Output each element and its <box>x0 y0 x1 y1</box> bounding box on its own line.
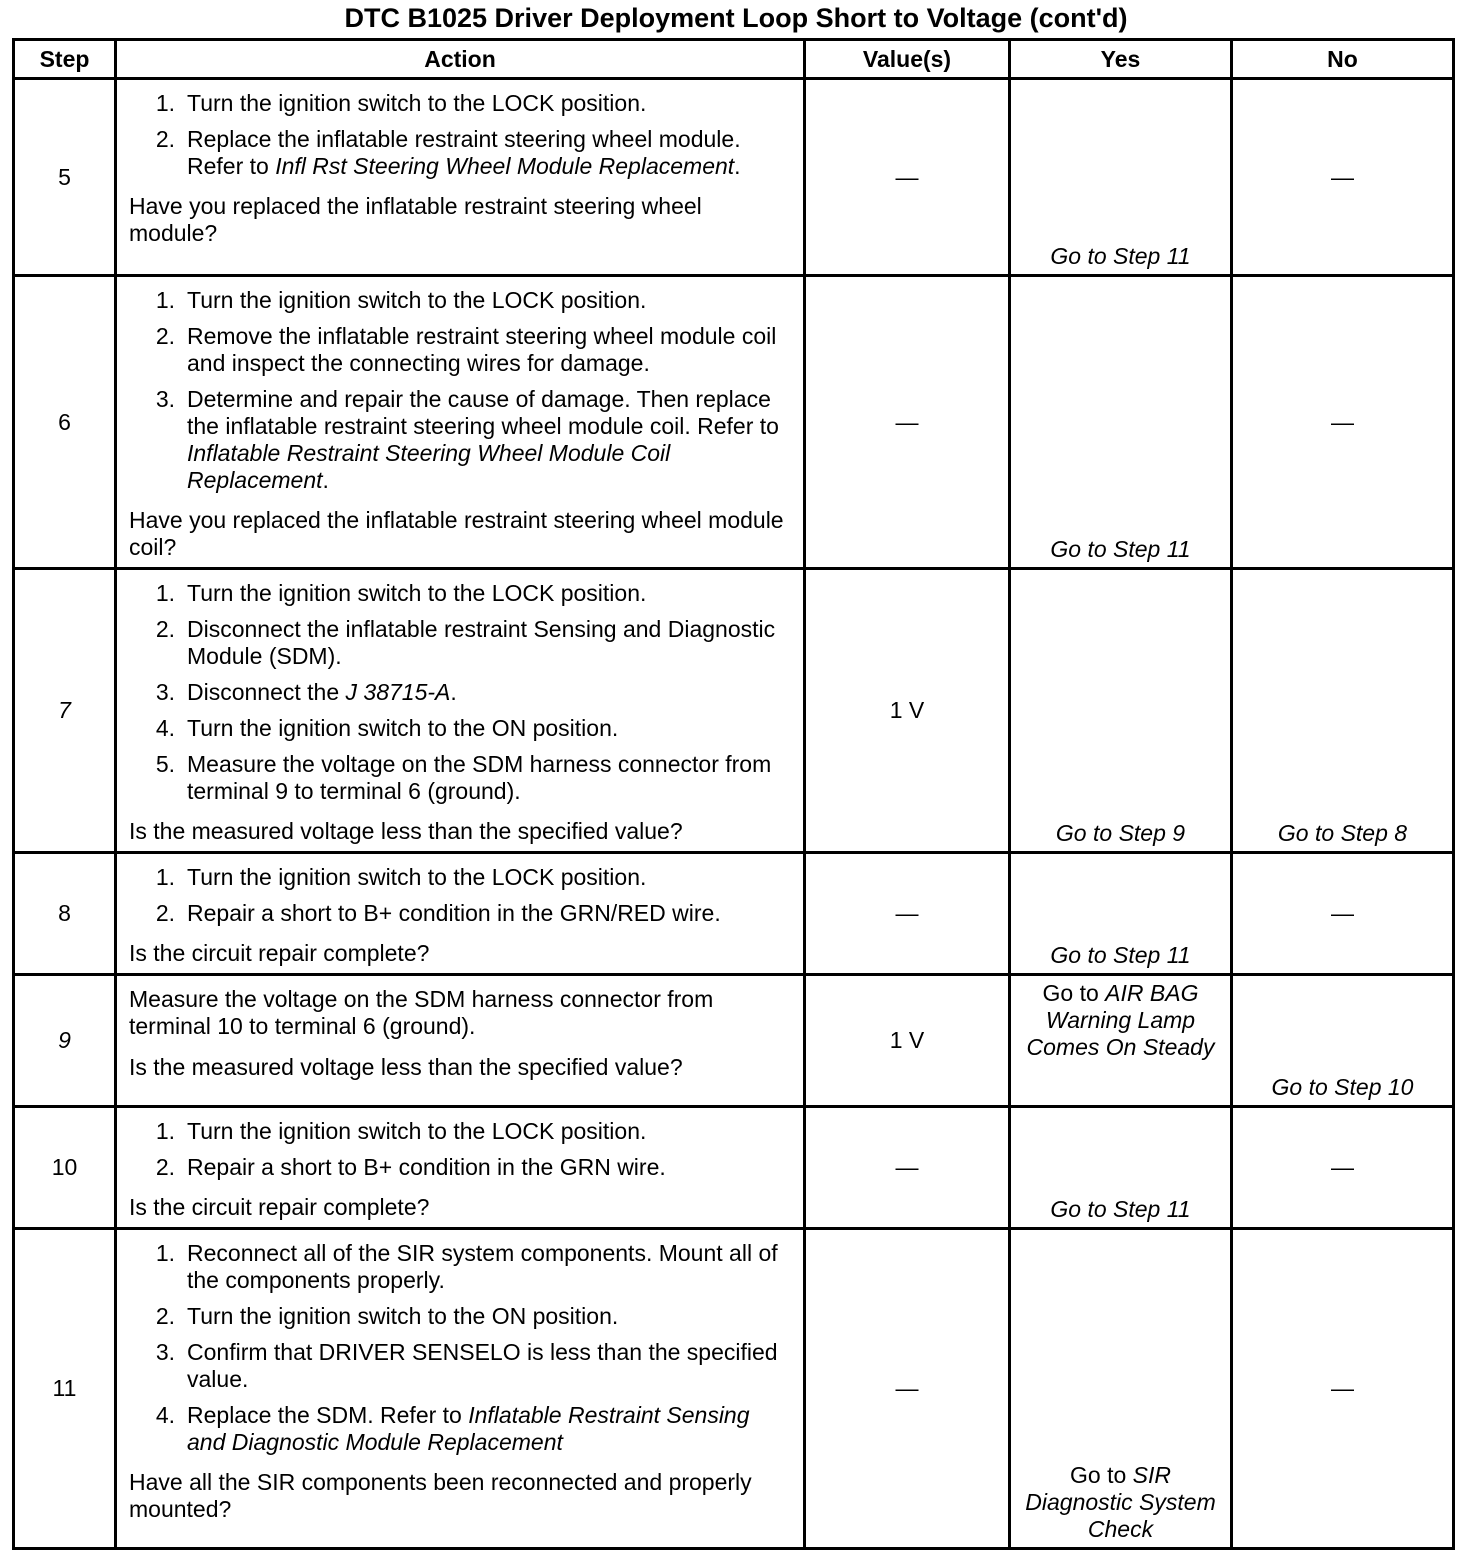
action-instruction: Measure the voltage on the SDM harness connector from terminal 10 to terminal 6 (ground). <box>129 986 714 1039</box>
action-item: 1. Turn the ignition switch to the LOCK position. <box>155 864 647 890</box>
yes-cell: Go to Step 11 <box>1010 853 1232 975</box>
table-row-step-9 <box>14 975 1454 1107</box>
action-cell <box>116 79 805 276</box>
table-row-step-11 <box>14 1229 1454 1549</box>
action-item: 4. Replace the SDM. Refer to Inflatable Restraint Sensing and Diagnostic Module Replacement <box>155 1402 750 1455</box>
table-row-step-8 <box>14 853 1454 975</box>
value-cell: 1 V <box>805 569 1010 853</box>
column-header-step: Step <box>14 40 116 79</box>
action-item: 2. Replace the inflatable restraint steering wheel module. Refer to Infl Rst Steering Wheel Module Replacement. <box>155 126 741 179</box>
action-list <box>129 1240 791 1465</box>
no-cell: Go to Step 8 <box>1232 569 1454 853</box>
table-body <box>14 79 1454 1549</box>
table-header-row <box>14 40 1454 79</box>
action-cell <box>116 276 805 569</box>
action-item: 2. Repair a short to B+ condition in the GRN wire. <box>155 1154 666 1180</box>
action-item: 5. Measure the voltage on the SDM harness connector from terminal 9 to terminal 6 (ground). <box>155 751 772 804</box>
yes-cell: Go to AIR BAG Warning Lamp Comes On Steady <box>1010 975 1232 1107</box>
value-cell: — <box>805 1107 1010 1229</box>
yes-cell: Go to Step 11 <box>1010 79 1232 276</box>
action-item: 2. Remove the inflatable restraint steering wheel module coil and inspect the connecting wires for damage. <box>155 323 777 376</box>
yes-cell: Go to Step 11 <box>1010 1107 1232 1229</box>
action-item: 4. Turn the ignition switch to the ON position. <box>155 715 619 741</box>
table-row-step-10 <box>14 1107 1454 1229</box>
action-item: 1. Turn the ignition switch to the LOCK position. <box>155 90 647 116</box>
yes-cell: Go to SIR Diagnostic System Check <box>1010 1229 1232 1549</box>
action-cell <box>116 975 805 1107</box>
table-row-step-6 <box>14 276 1454 569</box>
action-cell <box>116 1107 805 1229</box>
no-cell: — <box>1232 853 1454 975</box>
column-header-yes: Yes <box>1010 40 1232 79</box>
no-cell: — <box>1232 1107 1454 1229</box>
reference-link[interactable]: Inflatable Restraint Steering Wheel Module Coil Replacement <box>187 440 671 493</box>
action-cell <box>116 569 805 853</box>
action-item: 2. Repair a short to B+ condition in the GRN/RED wire. <box>155 900 721 926</box>
no-cell: — <box>1232 79 1454 276</box>
value-cell: — <box>805 853 1010 975</box>
column-header-values: Value(s) <box>805 40 1010 79</box>
reference-link[interactable]: Infl Rst Steering Wheel Module Replacement <box>275 153 735 179</box>
reference-link[interactable]: SIR Diagnostic System Check <box>1025 1462 1216 1542</box>
action-item: 2. Disconnect the inflatable restraint Sensing and Diagnostic Module (SDM). <box>155 616 776 669</box>
action-question: Is the measured voltage less than the specified value? <box>129 818 683 844</box>
action-question: Is the circuit repair complete? <box>129 940 430 966</box>
step-number: 5 <box>14 79 116 276</box>
step-number: 10 <box>14 1107 116 1229</box>
step-number: 7 <box>14 569 116 853</box>
action-cell <box>116 1229 805 1549</box>
value-cell: — <box>805 1229 1010 1549</box>
value-cell: — <box>805 276 1010 569</box>
action-list <box>129 1118 791 1190</box>
column-header-no: No <box>1232 40 1454 79</box>
action-list <box>129 864 791 936</box>
action-list <box>129 580 791 814</box>
action-question: Is the measured voltage less than the specified value? <box>129 1054 683 1080</box>
action-item: 3. Disconnect the J 38715-A. <box>155 679 457 705</box>
diagnostic-procedure-table <box>12 38 1455 1550</box>
action-question: Have all the SIR components been reconnected and properly mounted? <box>129 1469 752 1522</box>
action-question: Is the circuit repair complete? <box>129 1194 430 1220</box>
action-item: 2. Turn the ignition switch to the ON position. <box>155 1303 619 1329</box>
step-number: 6 <box>14 276 116 569</box>
column-header-action: Action <box>116 40 805 79</box>
table-row-step-7 <box>14 569 1454 853</box>
no-cell: Go to Step 10 <box>1232 975 1454 1107</box>
step-number: 8 <box>14 853 116 975</box>
reference-link[interactable]: J 38715-A <box>345 679 451 705</box>
action-item: 1. Reconnect all of the SIR system components. Mount all of the components properly. <box>155 1240 778 1293</box>
step-number: 9 <box>14 975 116 1107</box>
action-question: Have you replaced the inflatable restraint steering wheel module? <box>129 193 702 246</box>
yes-cell: Go to Step 9 <box>1010 569 1232 853</box>
action-item: 1. Turn the ignition switch to the LOCK position. <box>155 1118 647 1144</box>
action-question: Have you replaced the inflatable restraint steering wheel module coil? <box>129 507 784 560</box>
page-title: DTC B1025 Driver Deployment Loop Short to Voltage (cont'd) <box>344 3 1128 33</box>
value-cell: — <box>805 79 1010 276</box>
no-cell: — <box>1232 276 1454 569</box>
action-item: 1. Turn the ignition switch to the LOCK position. <box>155 287 647 313</box>
step-number: 11 <box>14 1229 116 1549</box>
no-cell: — <box>1232 1229 1454 1549</box>
action-cell <box>116 853 805 975</box>
yes-cell: Go to Step 11 <box>1010 276 1232 569</box>
reference-link[interactable]: Inflatable Restraint Sensing and Diagnostic Module Replacement <box>187 1402 750 1455</box>
action-list <box>129 90 791 189</box>
table-row-step-5 <box>14 79 1454 276</box>
value-cell: 1 V <box>805 975 1010 1107</box>
action-item: 3. Determine and repair the cause of damage. Then replace the inflatable restraint steering wheel module coil. Refer to Inflatable Restraint Steering Wheel Module Coil Replacement. <box>155 386 779 493</box>
action-list <box>129 287 791 503</box>
reference-link[interactable]: AIR BAG Warning Lamp Comes On Steady <box>1026 980 1215 1060</box>
action-item: 3. Confirm that DRIVER SENSELO is less than the specified value. <box>155 1339 778 1392</box>
action-item: 1. Turn the ignition switch to the LOCK position. <box>155 580 647 606</box>
